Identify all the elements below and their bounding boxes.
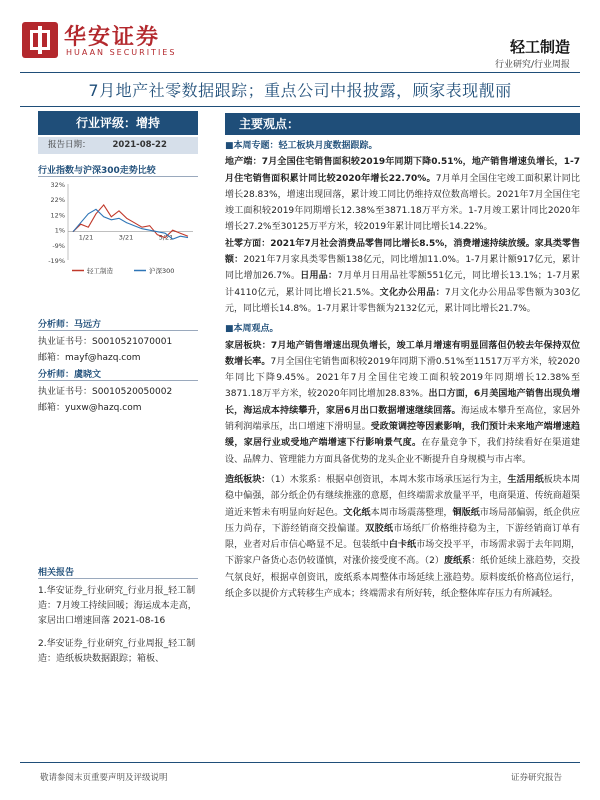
y-tick-label: 12% [50,211,65,220]
analyst-2-divider [38,380,198,381]
report-date [38,137,198,154]
report-title: 7月地产社零数据跟踪；重点公司中报披露，顾家表现靓丽 [88,81,512,100]
related-reports-list [38,584,198,667]
analyst-1-heading: 分析师：马远方 [38,320,102,330]
header-divider [20,72,580,73]
y-tick-label: -9% [52,241,65,250]
key-points-header: 主要观点： [225,113,580,135]
chart-section-title: 行业指数与沪深300走势比较 [38,166,156,176]
footer-disclaimer[interactable]: 敬请参阅末页重要声明及评级说明 [40,773,168,783]
paragraph-retail: 社零方面：2021年7月社会消费品零售同比增长8.5%，消费增速持续放缓。家具类零售额：2021年7月家具类零售额138亿元，同比增加11.0%。1-7月累计额917亿元，累计同比增加26.7%。日用品：7月单月日用品社零额551亿元，同比增长13.1%；1-7月累计4110亿元，累计同比增长21.5%。文化办公用品：7月文化办公用品零售额为303亿元，同比增长14.8%。1-7月累计零售额为2132亿元，累计同比增长21.7%。 [225,238,580,314]
paragraph-furniture: 家居板块：7月地产销售增速出现负增长，竣工单月增速有明显回落但仍较去年保持双位数增长率。7月全国住宅销售面积较2019年同期下滑0.51%至11517万平方米，较2020年同比下降9.45%。2021年7月全国住宅竣工面积较2019年同期增长12.38%至3871.18万平方米，较2020年同比增加28.83%。出口方面，6月美国地产销售出现负增长，海运成本持续攀升，家居6月出口数据增速继续回落。海运成本攀升至高位，家居外销利润端承压，出口增速下滑明显。受政策调控等因素影响，我们预计未来地产端增速趋缓，家居行业或受地产端增速下行影响景气度。在存量竞争下，我们持续看好在渠道建设、品牌力、管理能力方面具备优势的龙头企业不断提升自身规模与市占率。 [225,340,580,465]
analyst-1-cert: 执业证书号：S0010521070001 [38,337,173,347]
y-tick-label: 32% [50,181,65,189]
y-tick-label: 22% [50,196,65,205]
page-header [0,0,600,75]
footer-label: 证券研究报告 [510,773,562,783]
sector-label: 轻工制造 [509,38,570,56]
footer-divider [20,762,580,763]
analyst-1-email: 邮箱：mayf@hazq.com [38,353,141,363]
paragraph-real-estate: 地产端：7月全国住宅销售面积较2019年同期下降0.51%，地产销售增速负增长，1-7月住宅销售面积累计同比较2020年增长22.70%。7月单月全国住宅竣工面积累计同比增长28.83%，增速出现回落，累计竣工同比仍维持双位数高增长。2021年7月全国住宅竣工面积较2019年同期增长12.38%至3871.18万平方米。1-7月竣工累计同比2020年增长27.2%至30125万平方米，较2019年累计同比增长14.22%。 [225,157,580,233]
x-tick-label: 3/21 [118,233,134,242]
key-points-body [225,138,580,602]
y-tick-label: -19% [48,257,65,265]
analyst-2-name: 虞晓文 [74,370,102,380]
x-tick-label: 1/21 [78,233,94,242]
x-tick-label: 5/21 [158,233,174,242]
analyst-2-email: 邮箱：yuxw@hazq.com [38,403,142,413]
y-tick-label: 1% [54,226,65,235]
report-date-value: 2021-08-22 [112,140,167,150]
report-date-label: 报告日期： [48,140,91,150]
brand-name-cn: 华安证券 [64,25,161,50]
related-report-item[interactable]: 2.华安证券_行业研究_行业周报_轻工制造：造纸板块数据跟踪；箱板、 [38,639,196,664]
analyst-2-cert: 执业证书号：S0010520050002 [38,387,173,397]
title-divider [20,106,580,107]
paragraph-paper: 造纸板块：（1）木浆系：根据卓创资讯，本周木浆市场承压运行为主，生活用纸板块本周稳中偏强，部分纸企仍有继续推涨的意愿，但终端需求放量平平，电商渠道、传统商超渠道近来暂未有明显向好起色。文化纸本周市场震荡整理，铜版纸市场局部偏弱，纸企供应压力尚存，下游经销商交投偏谨。双胶纸市场纸厂价格维持稳为主，下游经销商订单有限，业者对后市信心略显不足。包装纸中白卡纸市场交投平平，市场需求弱于去年同期，下游家户备货心态仍较谨慎，对涨价接受度不高。（2）废纸系：纸价延续上涨趋势，交投气氛良好，根据卓创资讯，废纸系本周整体市场延续上涨趋势。原料废纸价格高位运行，纸企多以提价方式转移生产成本；终端需求有所好转，纸企整体库存压力有所减轻。 [225,474,580,600]
report-type-label: 行业研究/行业周报 [494,60,570,70]
paragraph-topic: ■本周专题：轻工板块月度数据跟踪。 [225,141,378,151]
related-reports-divider [38,578,198,579]
brand-name-en: HUAAN SECURITIES [66,48,177,57]
legend-label: 沪深300 [149,267,175,275]
related-report-item[interactable]: 1.华安证券_行业研究_行业月报_轻工制造：7月竣工持续回暖；海运成本走高，家居出口增速回落 2021-08-16 [38,586,197,626]
paragraph-weekly-view: ■本周观点。 [225,324,279,335]
analyst-1-name: 马远方 [74,320,102,330]
huaan-logo-icon [22,22,58,58]
index-comparison-chart [38,178,198,278]
legend-label: 轻工制造 [87,267,113,275]
chart-section-divider [38,176,198,177]
related-reports-title: 相关报告 [38,568,75,578]
analyst-1-divider [38,330,198,331]
analyst-2-heading: 分析师：虞晓文 [38,370,102,380]
industry-rating: 行业评级：增持 [38,111,198,135]
chart-svg [38,178,198,278]
